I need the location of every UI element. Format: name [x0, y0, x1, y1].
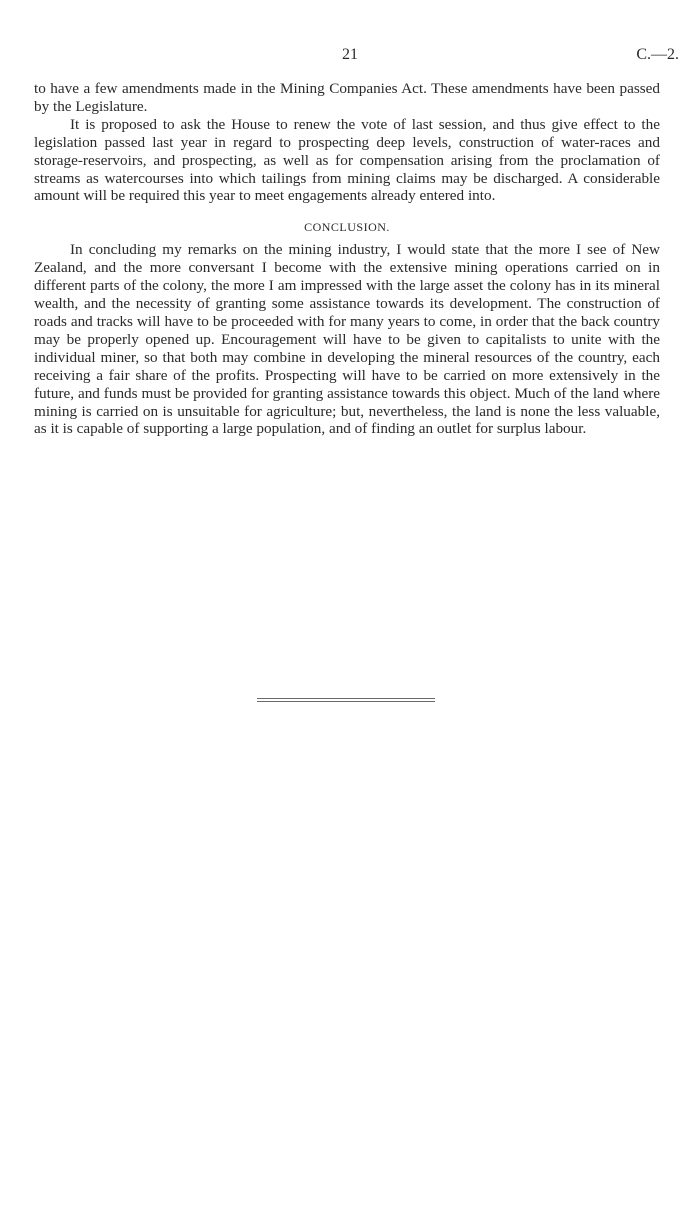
paragraph-vote-renewal: It is proposed to ask the House to renew the vote of last session, and thus give effect to the legislation passed last year in regard to prospecting deep levels, construction of water-races and storage-reservoirs, and prospecting, as well as for compensation arising from the proclamation of streams as watercourses into which tailings from mining claims may be discharged. A considerable amount will be required this year to meet engagements already entered into. [34, 115, 660, 205]
page-header [0, 46, 700, 66]
body-text [34, 80, 660, 438]
section-heading-conclusion: CONCLUSION. [304, 220, 390, 235]
document-reference: C.—2. [636, 46, 679, 63]
paragraph-conclusion: In concluding my remarks on the mining industry, I would state that the more I see of New Zealand, and the more conversant I become with the extensive mining operations carried on in different parts of the colony, the more I am impressed with the large asset the colony has in its mineral wealth, and the necessity of granting some assistance towards its development. The construction of roads and tracks will have to be proceeded with for many years to come, in order that the back country may be properly opened up. Encouragement will have to be given to capitalists to unite with the individual miner, so that both may combine in developing the mineral resources of the country, each receiving a fair share of the profits. Prospecting will have to be carried on more extensively in the future, and funds must be provided for granting assistance towards this object. Much of the land where mining is carried on is unsuitable for agriculture; but, nevertheless, the land is none the less valuable, as it is capable of supporting a large population, and of finding an outlet for surplus labour. [34, 241, 660, 438]
end-rule-line-bottom [257, 701, 435, 702]
paragraph-continuation: to have a few amendments made in the Mining Companies Act. These amendments have been passed by the Legislature. [34, 80, 660, 115]
end-rule-line-top [257, 698, 435, 699]
page-number: 21 [342, 46, 358, 63]
end-rule-divider [257, 698, 435, 704]
